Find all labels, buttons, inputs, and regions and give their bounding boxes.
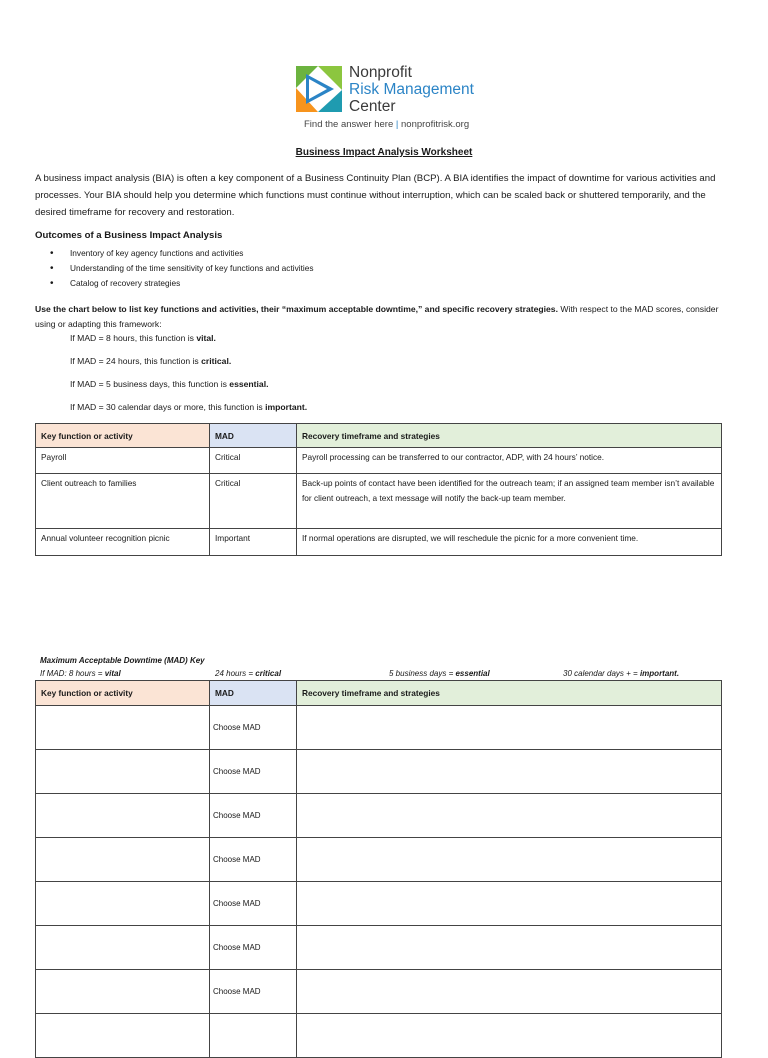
mad-rule-important	[70, 402, 307, 412]
recovery-input-cell[interactable]	[297, 706, 722, 750]
mad-rule-essential	[70, 379, 268, 389]
mad-rule-text: If MAD = 30 calendar days or more, this function is	[70, 402, 266, 412]
header-key-function: Key function or activity	[36, 424, 210, 448]
table-row	[36, 706, 722, 750]
choose-mad-dropdown[interactable]: Choose MAD	[210, 970, 297, 1014]
mad-key-essential	[389, 669, 490, 678]
worksheet-table	[35, 680, 722, 1058]
key-input-cell[interactable]	[36, 838, 210, 882]
logo-play-icon	[296, 66, 342, 112]
mad-key-important	[563, 669, 679, 678]
recovery-input-cell[interactable]	[297, 794, 722, 838]
logo-wordmark	[349, 64, 474, 115]
mad-rule-level: essential.	[229, 379, 269, 389]
cell-mad: Important	[210, 529, 297, 556]
table-row	[36, 970, 722, 1014]
outcomes-heading: Outcomes of a Business Impact Analysis	[35, 230, 223, 241]
key-input-cell[interactable]	[36, 882, 210, 926]
instructions-rest: With respect to the MAD scores, consider using or adapting this framework:	[35, 304, 719, 329]
mad-rule-text: If MAD = 24 hours, this function is	[70, 356, 202, 366]
choose-mad-dropdown[interactable]: Choose MAD	[210, 750, 297, 794]
mad-rule-critical	[70, 356, 231, 366]
table-row	[36, 750, 722, 794]
page-title: Business Impact Analysis Worksheet	[295, 147, 473, 158]
logo-url: nonprofitrisk.org	[401, 119, 470, 130]
mad-rule-level: vital.	[196, 333, 216, 343]
recovery-input-cell[interactable]	[297, 838, 722, 882]
recovery-input-cell[interactable]	[297, 882, 722, 926]
mad-key-vital	[40, 669, 121, 678]
mad-rule-text: If MAD = 8 hours, this function is	[70, 333, 197, 343]
choose-mad-dropdown[interactable]: Choose MAD	[210, 926, 297, 970]
choose-mad-dropdown[interactable]: Choose MAD	[210, 882, 297, 926]
mad-rule-text: If MAD = 5 business days, this function is	[70, 379, 230, 389]
instructions-paragraph	[35, 302, 735, 332]
mad-key-level: important.	[639, 669, 680, 678]
header-mad: MAD	[210, 681, 297, 706]
logo-line-2: Risk Management	[349, 81, 474, 98]
intro-paragraph: A business impact analysis (BIA) is often a key component of a Business Continuity Plan (BCP). A BIA identifies the impact of downtime for various activities and processes. Your BIA should help you determine which functions must continue without interruption, which can be scaled back or shuttered temporarily, and the desired timeframe for recovery and restoration.	[35, 173, 716, 218]
table-row	[36, 448, 722, 474]
list-item: • Understanding of the time sensitivity of key functions and activities	[35, 261, 314, 276]
cell-mad: Critical	[210, 448, 297, 474]
example-table	[35, 423, 722, 556]
instructions-bold: Use the chart below to list key functions and activities, their “maximum acceptable downtime,” and specific recovery strategies.	[35, 304, 558, 314]
mad-rule-level: important.	[265, 402, 308, 412]
key-input-cell[interactable]	[36, 1014, 210, 1058]
table-header-row	[36, 424, 722, 448]
list-item: • Inventory of key agency functions and activities	[35, 246, 314, 261]
logo-divider: |	[395, 119, 401, 130]
mad-rule-vital	[70, 333, 216, 343]
mad-key-text: 30 calendar days + =	[563, 669, 640, 678]
header-recovery: Recovery timeframe and strategies	[297, 424, 722, 448]
logo-tagline-text: Find the answer here	[304, 119, 394, 130]
choose-mad-dropdown[interactable]: Choose MAD	[210, 794, 297, 838]
mad-key-text: 24 hours =	[215, 669, 256, 678]
key-input-cell[interactable]	[36, 750, 210, 794]
table-row	[36, 474, 722, 529]
list-item: • Catalog of recovery strategies	[35, 276, 314, 291]
key-input-cell[interactable]	[36, 970, 210, 1014]
mad-key-text: 5 business days =	[389, 669, 456, 678]
cell-recovery: Payroll processing can be transferred to our contractor, ADP, with 24 hours’ notice.	[297, 448, 722, 474]
logo-tagline	[304, 119, 469, 130]
mad-key-level: critical	[255, 669, 282, 678]
mad-key-title: Maximum Acceptable Downtime (MAD) Key	[40, 656, 205, 665]
recovery-input-cell[interactable]	[297, 750, 722, 794]
cell-key: Annual volunteer recognition picnic	[36, 529, 210, 556]
header-mad: MAD	[210, 424, 297, 448]
logo-line-3: Center	[349, 98, 396, 115]
choose-mad-dropdown[interactable]	[210, 1014, 297, 1058]
header-recovery: Recovery timeframe and strategies	[297, 681, 722, 706]
choose-mad-dropdown[interactable]: Choose MAD	[210, 706, 297, 750]
cell-recovery: Back-up points of contact have been identified for the outreach team; if an assigned team member isn’t available for client outreach, a text message will notify the back-up team member.	[297, 474, 722, 529]
key-input-cell[interactable]	[36, 794, 210, 838]
logo-line-1: Nonprofit	[349, 64, 412, 81]
cell-key: Payroll	[36, 448, 210, 474]
choose-mad-dropdown[interactable]: Choose MAD	[210, 838, 297, 882]
outcomes-list	[35, 246, 314, 291]
cell-recovery: If normal operations are disrupted, we will reschedule the picnic for a more convenient time.	[297, 529, 722, 556]
nrmc-logo	[296, 64, 486, 134]
cell-mad: Critical	[210, 474, 297, 529]
mad-key-critical	[215, 669, 281, 678]
recovery-input-cell[interactable]	[297, 970, 722, 1014]
mad-key-level: vital	[104, 669, 121, 678]
table-header-row	[36, 681, 722, 706]
table-row	[36, 794, 722, 838]
table-row	[36, 1014, 722, 1058]
mad-rule-level: critical.	[201, 356, 232, 366]
header-key-function: Key function or activity	[36, 681, 210, 706]
recovery-input-cell[interactable]	[297, 926, 722, 970]
mad-key-text: If MAD: 8 hours =	[40, 669, 105, 678]
table-row	[36, 882, 722, 926]
table-row	[36, 529, 722, 556]
key-input-cell[interactable]	[36, 706, 210, 750]
table-row	[36, 838, 722, 882]
key-input-cell[interactable]	[36, 926, 210, 970]
table-row	[36, 926, 722, 970]
recovery-input-cell[interactable]	[297, 1014, 722, 1058]
mad-key-level: essential	[455, 669, 490, 678]
cell-key: Client outreach to families	[36, 474, 210, 529]
